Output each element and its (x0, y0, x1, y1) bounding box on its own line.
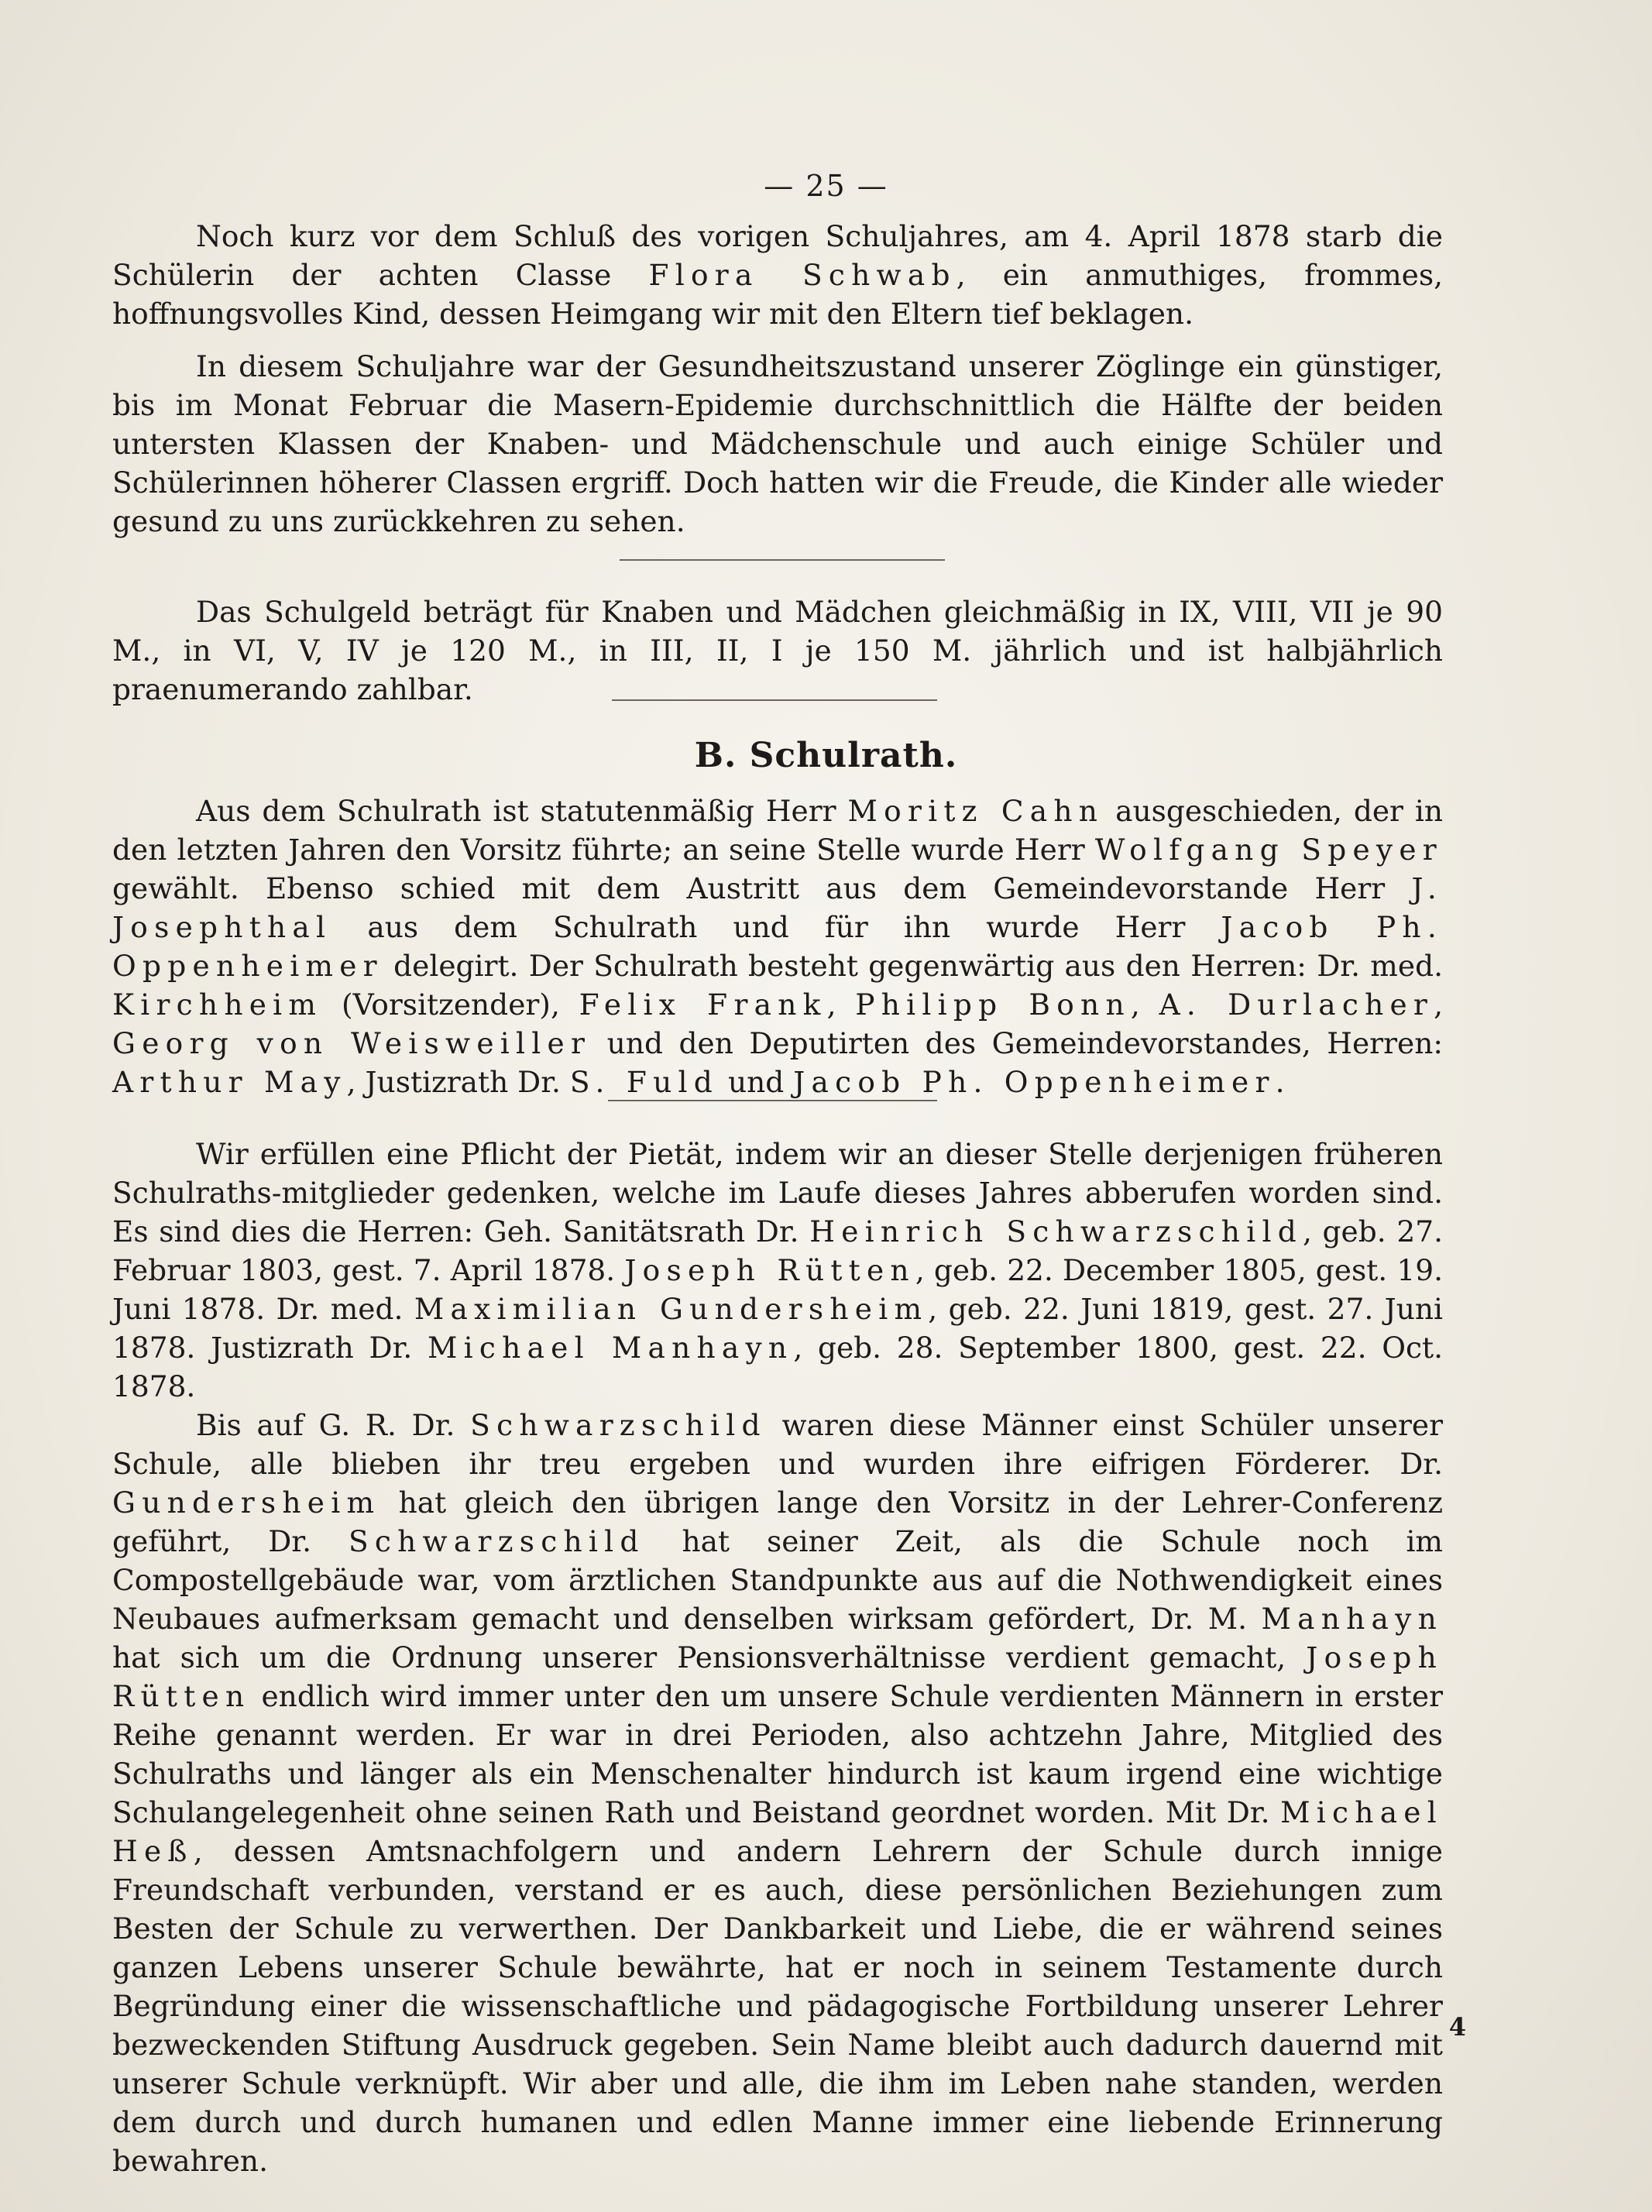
page-number: — 25 — (764, 169, 888, 203)
person-name: Michael Manhayn (428, 1331, 794, 1365)
person-name: Kirchheim (112, 988, 323, 1022)
obituary-paragraph: Noch kurz vor dem Schluß des vorigen Schuljahres, am 4. April 1878 starb die Schülerin der achten Classe Flora Schwab, ein anmuthiges, frommes, hoffnungsvolles Kind, dessen Heimgang wir mit den Eltern tief beklagen. (112, 219, 1443, 331)
person-name: Maximilian Gundersheim (414, 1292, 929, 1326)
tuition-paragraph: Das Schulgeld beträgt für Knaben und Mädchen gleichmäßig in IX, VIII, VII je 90 M., in VI, V, IV je 120 M., in III, II, I je 150 M. jährlich und ist halbjährlich praenumerando zahlbar. (112, 595, 1443, 706)
tribute-paragraph: Bis auf G. R. Dr. Schwarzschild waren diese Männer einst Schüler unserer Schule, alle blieben ihr treu ergeben und wurden ihre eifrigen Förderer. Dr. Gundersheim hat gleich den übrigen lange den Vorsitz in der Lehrer-Conferenz geführt, Dr. Schwarzschild hat seiner Zeit, als die Schule noch im Compostellgebäude war, vom ärztlichen Standpunkte aus auf die Nothwendigkeit eines Neubaues aufmerksam gemacht und denselben wirksam gefördert, Dr. M. Manhayn hat sich um die Ordnung unserer Pensionsverhältnisse verdient gemacht, Joseph Rütten endlich wird immer unter den um unsere Schule verdienten Männern in erster Reihe genannt werden. Er war in drei Perioden, also achtzehn Jahre, Mitglied des Schulraths und länger als ein Menschenalter hindurch ist kaum irgend eine wichtige Schulangelegenheit ohne seinen Rath und Beistand geordnet worden. Mit Dr. Michael Heß, dessen Amtsnachfolgern und andern Lehrern der Schule durch innige Freundschaft verbunden, verstand er es auch, diese persönlichen Beziehungen zum Besten der Schule zu verwerthen. Der Dankbarkeit und Liebe, die er während seines ganzen Lebens unserer Schule bewährte, hat er noch in seinem Testamente durch Begründung einer die wissenschaftliche und pädagogische Fortbildung unserer Lehrer bezweckenden Stiftung Ausdruck gegeben. Sein Name bleibt auch dadurch dauernd mit unserer Schule verknüpft. Wir aber und alle, die ihm im Leben nahe standen, werden dem durch und durch humanen und edlen Manne immer eine liebende Erinnerung bewahren. (112, 1408, 1443, 2178)
person-name: S. Fuld (569, 1065, 720, 1099)
person-name: Georg von Weisweiller (112, 1026, 592, 1060)
person-name: J. Josephthal (112, 871, 1443, 944)
person-name: Flora Schwab (648, 258, 957, 292)
person-name: A. Durlacher (1159, 988, 1434, 1022)
memorial-section (112, 1135, 1443, 2180)
memorial-paragraph: Wir erfüllen eine Pflicht der Pietät, indem wir an dieser Stelle derjenigen früheren Schulraths-mitglieder gedenken, welche im Laufe dieses Jahres abberufen worden sind. Es sind dies die Herren: Geh. Sanitätsrath Dr. Heinrich Schwarzschild, geb. 27. Februar 1803, gest. 7. April 1878. Joseph Rütten, geb. 22. December 1805, gest. 19. Juni 1878. Dr. med. Maximilian Gundersheim, geb. 22. Juni 1819, gest. 27. Juni 1878. Justizrath Dr. Michael Manhayn, geb. 28. September 1800, gest. 22. Oct. 1878. (112, 1137, 1443, 1403)
person-name: Joseph Rütten (112, 1640, 1443, 1713)
divider (612, 699, 937, 701)
person-name: Heinrich Schwarzschild (809, 1214, 1303, 1249)
person-name: Felix Frank (579, 988, 827, 1022)
person-name: Jacob Ph. Oppenheimer (793, 1065, 1276, 1099)
person-name: Moritz Cahn (847, 794, 1104, 828)
sheet-signature-mark: 4 (1448, 2012, 1466, 2042)
person-name: Joseph Rütten (624, 1253, 915, 1287)
intro-section (112, 217, 1443, 541)
schulrath-paragraph: Aus dem Schulrath ist statutenmäßig Herr Moritz Cahn ausgeschieden, der in den letzten Jahren den Vorsitz führte; an seine Stelle wurde Herr Wolfgang Speyer gewählt. Ebenso schied mit dem Austritt aus dem Gemeindevorstande Herr J. Josephthal aus dem Schulrath und für ihn wurde Herr Jacob Ph. Oppenheimer delegirt. Der Schulrath besteht gegenwärtig aus den Herren: Dr. med. Kirchheim (Vorsitzender), Felix Frank, Philipp Bonn, A. Durlacher, Georg von Weisweiller und den Deputirten des Gemeindevorstandes, Herren: Arthur May, Justizrath Dr. S. Fuld und Jacob Ph. Oppenheimer. (112, 794, 1444, 1099)
divider (608, 1100, 937, 1101)
section-heading: B. Schulrath. (694, 736, 958, 775)
tuition-section (112, 592, 1443, 709)
person-name: Schwarzschild (470, 1408, 767, 1442)
person-name: Wolfgang Speyer (1094, 833, 1443, 867)
person-name: Schwarzschild (348, 1524, 645, 1558)
person-name: Arthur May (112, 1065, 347, 1099)
person-name: Jacob Ph. Oppenheimer (112, 910, 1443, 983)
person-name: Philipp Bonn (855, 988, 1131, 1022)
person-name: Gundersheim (112, 1486, 381, 1520)
person-name: Manhayn (1261, 1602, 1443, 1636)
person-name: Michael Heß (112, 1795, 1443, 1868)
schulrath-section (112, 792, 1443, 1101)
health-paragraph: In diesem Schuljahre war der Gesundheitszustand unserer Zöglinge ein günstiger, bis im Monat Februar die Masern-Epidemie durchschnittlich die Hälfte der beiden untersten Klassen der Knaben- und Mädchenschule und auch einige Schüler und Schülerinnen höherer Classen ergriff. Doch hatten wir die Freude, die Kinder alle wieder gesund zu uns zurückkehren zu sehen. (112, 349, 1443, 538)
divider (620, 559, 945, 561)
